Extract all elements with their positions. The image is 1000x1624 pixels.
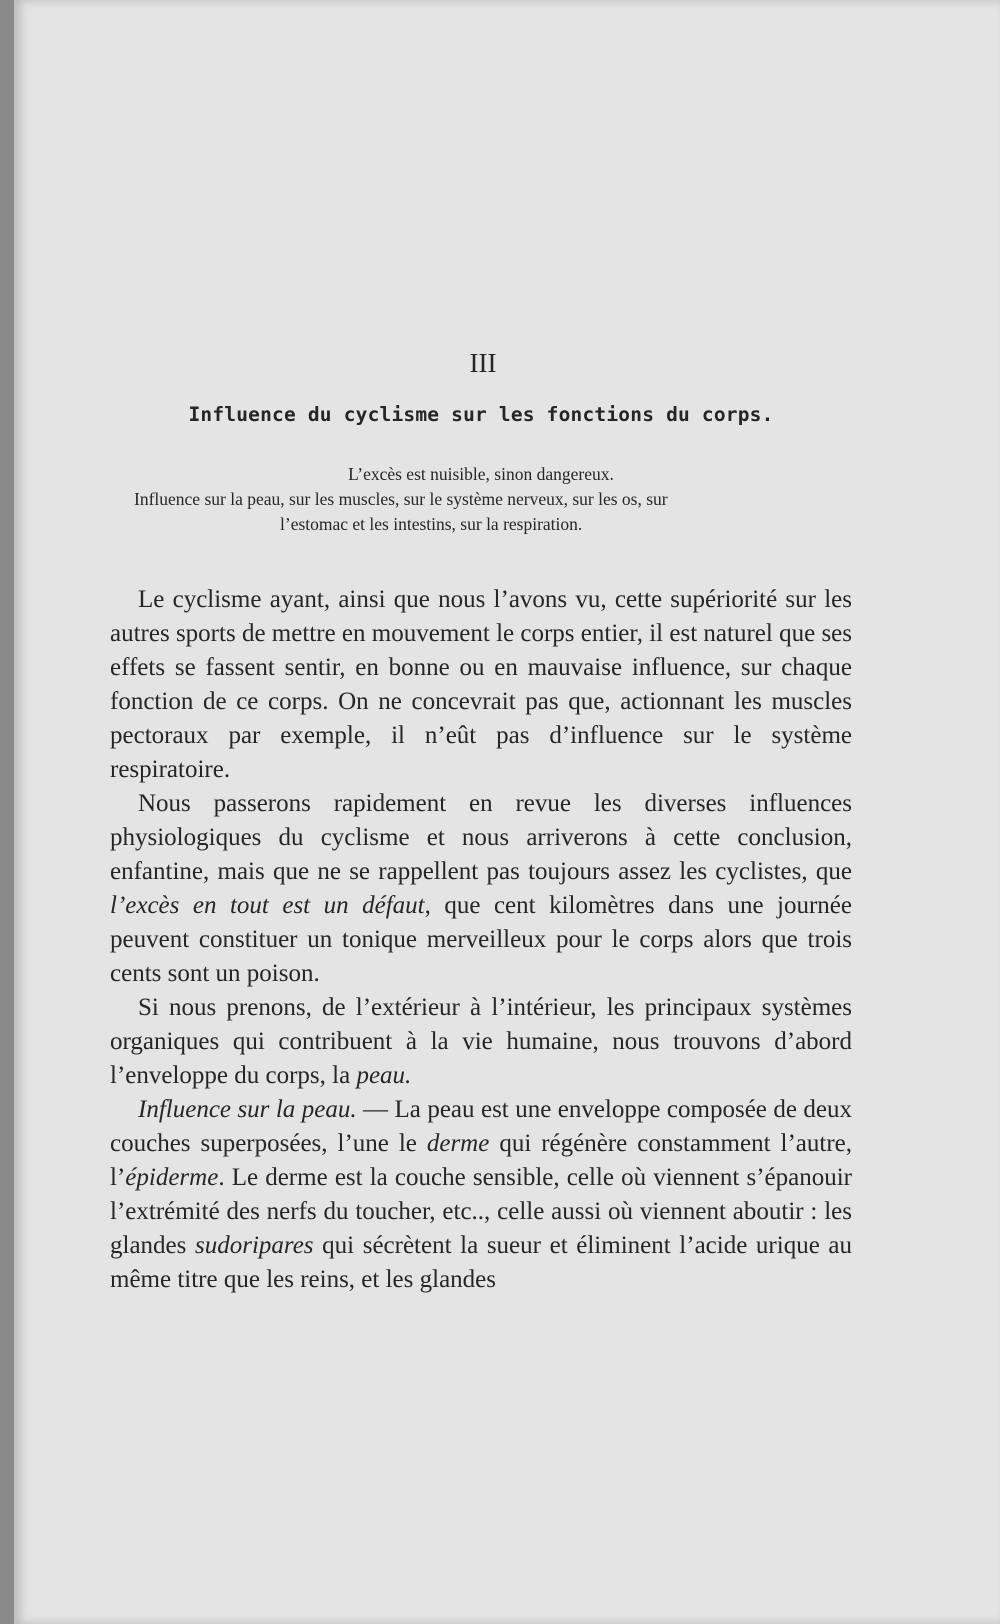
paragraph-2-emphasis: l’excès en tout est un défaut bbox=[110, 892, 425, 919]
paragraph-1: Le cyclisme ayant, ainsi que nous l’avons vu, cette supériorité sur les autres sports de mettre en mouvement le corps entier, il est naturel que ses effets se fassent sentir, en bonne ou en mauvaise influence, sur chaque fonction de ce corps. On ne concevrait pas que, actionnant les muscles pectoraux par exemple, il n’eût pas d’influence sur le système respiratoire. bbox=[110, 586, 852, 783]
paragraph-4-text-h: qui sécrètent la sueur et éliminent l’acide urique au même titre que les reins, et les glandes bbox=[110, 1232, 853, 1293]
page-content bbox=[110, 346, 852, 1297]
paragraph-3-text-a: Si nous prenons, de l’extérieur à l’intérieur, les principaux systèmes organiques qui contribuent à la vie humaine, nous trouvons d’abord l’enveloppe du corps, la bbox=[110, 994, 852, 1089]
section-heading-peau: Influence sur la peau. bbox=[138, 1096, 357, 1123]
book-page bbox=[14, 0, 1000, 1624]
body-text bbox=[110, 583, 852, 1297]
paragraph-4 bbox=[110, 1093, 852, 1297]
chapter-number: III bbox=[469, 348, 497, 378]
paragraph-4-text-f: . Le derme est la couche sensible, celle où viennent s’épanouir l’extrémité des nerfs du toucher, etc.., celle aussi où viennent aboutir : les glandes bbox=[110, 1164, 852, 1259]
paragraph-4-text-d: qui régénère constamment l’autre, l’ bbox=[110, 1130, 852, 1191]
summary-line-1: L’excès est nuisible, sinon dangereux. bbox=[348, 464, 614, 484]
paragraph-2-text-c: , que cent kilomètres dans une journée peuvent constituer un tonique merveilleux pour le corps alors que trois cents sont un poison. bbox=[110, 892, 852, 987]
paragraph-3-emphasis: peau. bbox=[356, 1062, 412, 1089]
term-epiderme: épiderme bbox=[125, 1164, 219, 1191]
chapter-title: Influence du cyclisme sur les fonctions du corps. bbox=[188, 403, 774, 426]
summary-line-2: Influence sur la peau, sur les muscles, sur le système nerveux, sur les os, sur bbox=[134, 489, 668, 509]
paragraph-3 bbox=[110, 991, 852, 1093]
paragraph-4-text-b: — La peau est une enveloppe composée de deux couches superposées, l’une le bbox=[110, 1096, 852, 1157]
paragraph-2-text-a: Nous passerons rapidement en revue les diverses influences physiologiques du cyclisme et nous arriverons à cette conclusion, enfantine, mais que ne se rappellent pas toujours assez les cyclistes, que bbox=[110, 790, 852, 885]
term-derme: derme bbox=[426, 1130, 490, 1157]
paragraph-2 bbox=[110, 787, 852, 991]
term-sudoripares: sudoripares bbox=[195, 1232, 314, 1259]
chapter-summary bbox=[110, 462, 852, 537]
summary-line-3: l’estomac et les intestins, sur la respiration. bbox=[280, 514, 583, 534]
